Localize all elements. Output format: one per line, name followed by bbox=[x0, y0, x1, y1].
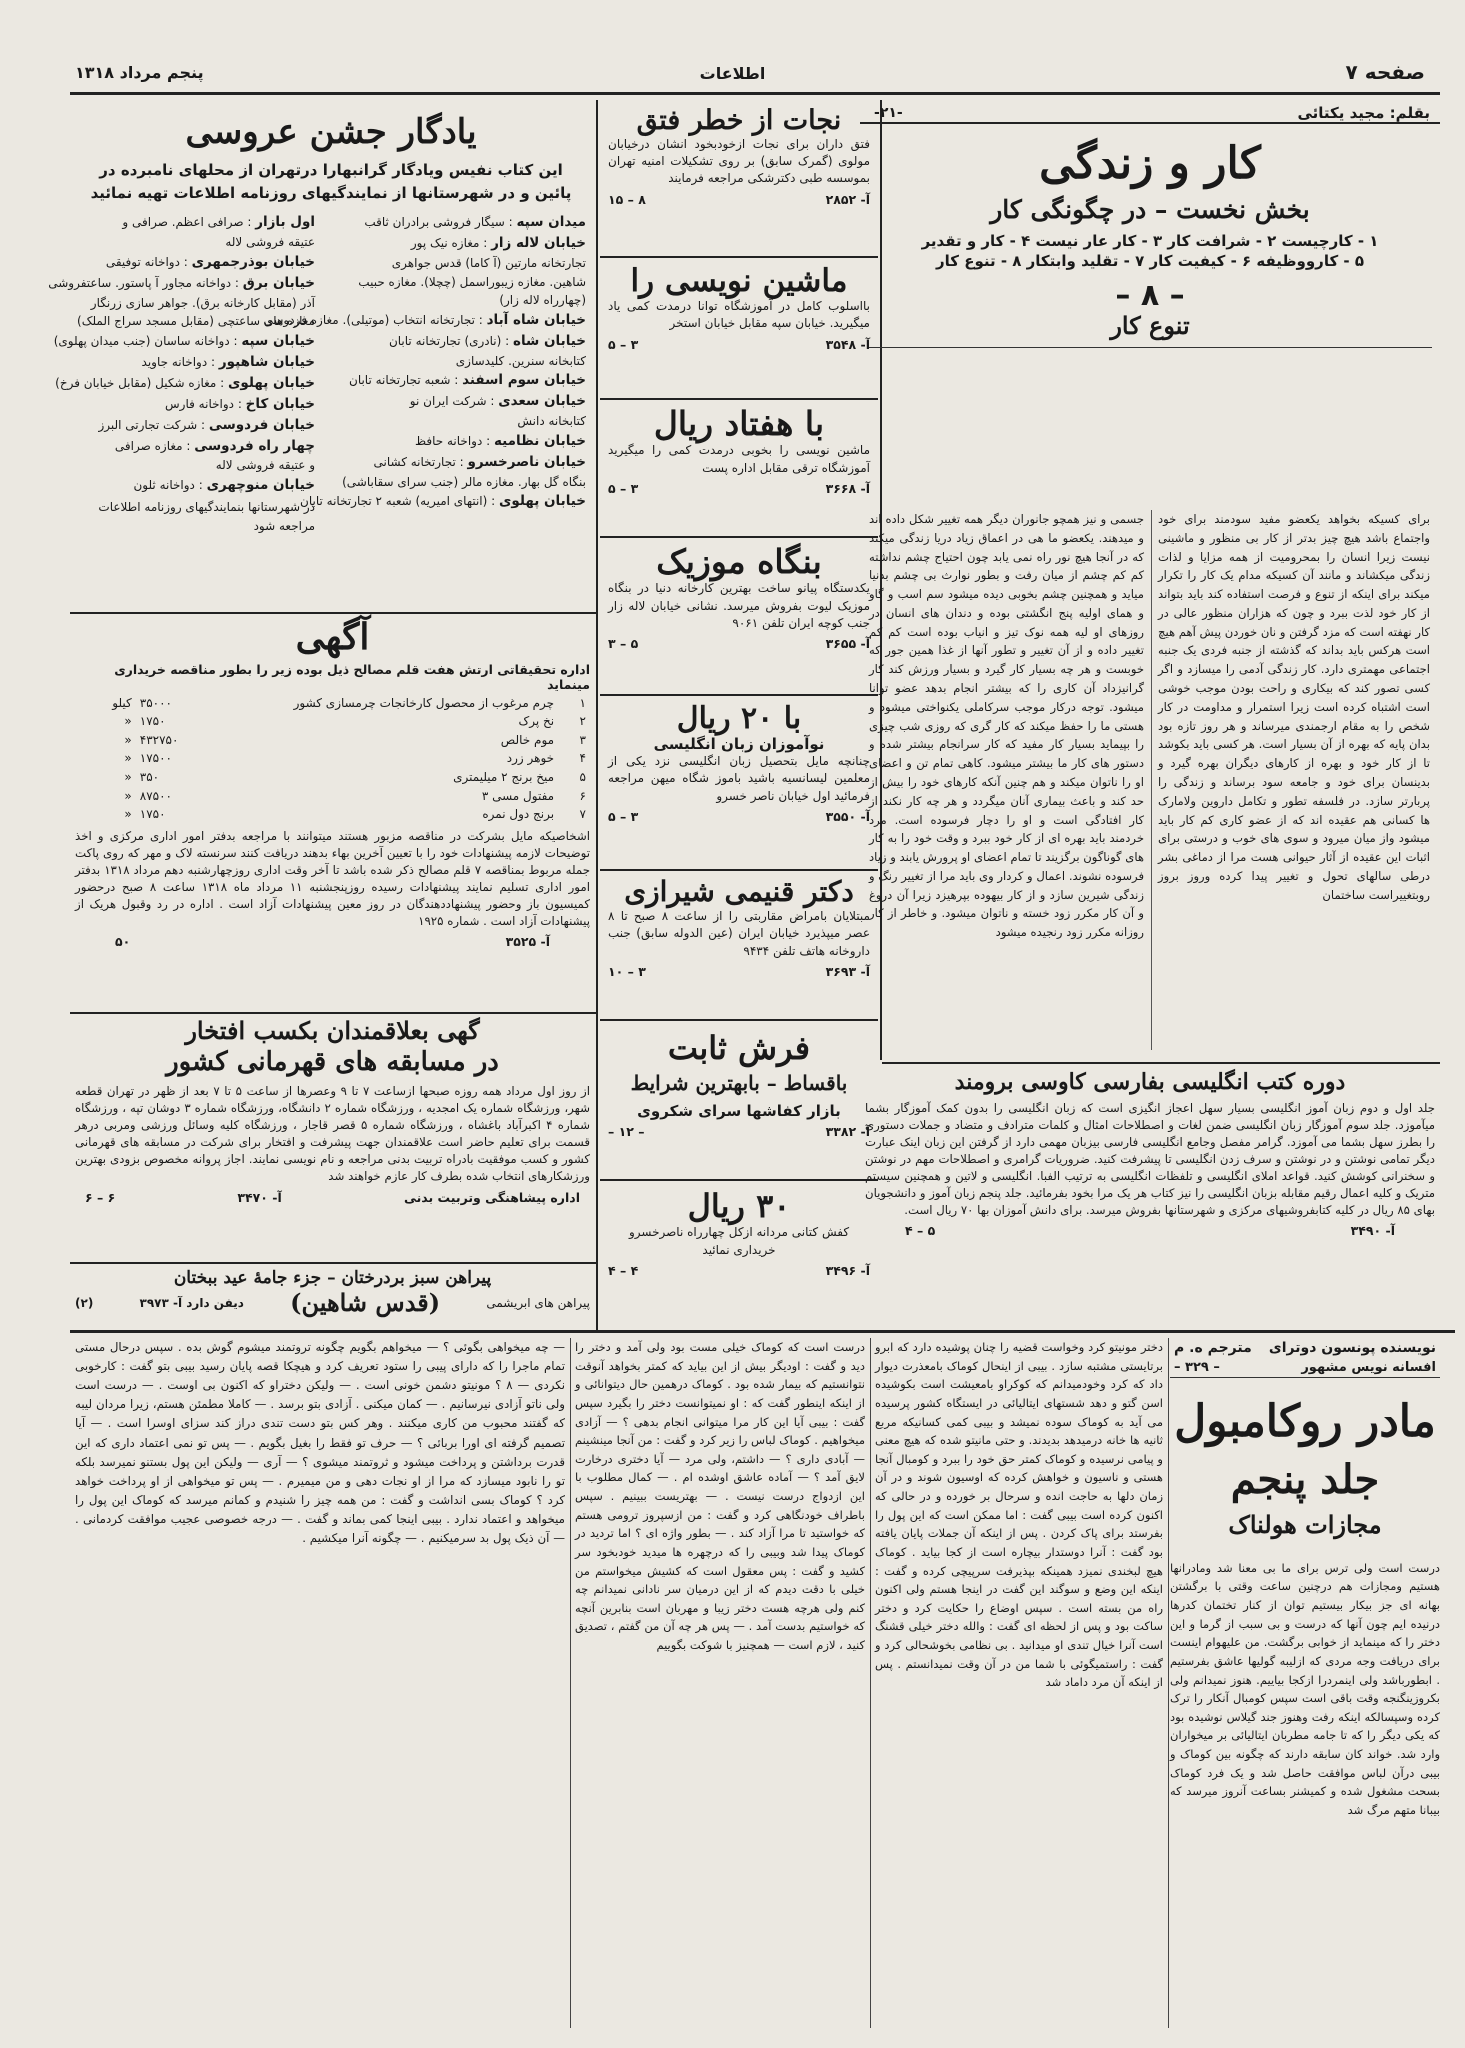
ad-shoes-phone: آ- ۳۴۹۶ bbox=[825, 1262, 870, 1278]
tender-item-unit: « bbox=[124, 751, 132, 766]
shop-street: خیابان بوذرجمهری bbox=[191, 253, 315, 270]
essay-serial-number: -۲۱- bbox=[874, 105, 903, 121]
shop-street: چهار راه فردوسی bbox=[194, 437, 315, 454]
tender-item-n: ۲ bbox=[579, 714, 586, 729]
wedding-intro: این کتاب نفیس ویادگار گرانبهارا درتهران از محلهای نامبرده در پائین و در شهرستانها از نمایندگیهای روزنامه اطلاعات تهیه نمائید bbox=[90, 161, 572, 202]
serial-column-3: درست است که کوماک خیلی مست بود ولی آمد و دختر را دید و گفت : اودیگر بیش از این بیاید که کمتر بخواهد آنوقت نتوانستیم که بیمار شده بود . کوماک درهمین حال دیتوانائی و از اینکه اینطور گفت که : او نمیتوانست دختر را بگیرد سپس گفت : بیبی آیا این کار مرا میتوانی انجام بدهی ؟ — آزادی میخواهیم . کوماک لباس را زیر کرد و گفت : من آنجا مینشینم — آبادی داری ؟ — داشتم، ولی مرد — آیا دختری درخارت لایق آمد ؟ — آماده عاشق اوشده ام . — کمال مطلوب با این ازدواج درست نیست . — بهتریست ببینیم . سپس باطراف خودنگاهی کرد و گفت : من ازسپروز ترومی هستم که خواستید تا مرا آزاد کند . — بطور واژه ای ؟ اما تردید در کوماک پیدا شد وبیبی را که درچهره ها میدید خودبخود سر کشید و گفت : پس معقول است که کشیش میخواستم من خیلی با دقت دیدم که از این درمیان سر نادانی نمیدانم چه کنم ولی هرچه هست دختر زیبا و مهربان است بنابرین آنچه که خواستیم بدست آمد . — پس هر چه آن من گفتم ، تصدیق کنید ، لازم است — همچنیز با شوکت بگوییم bbox=[575, 1340, 865, 1652]
ad-twenty-subtitle: نوآموزان زبان انگلیسی bbox=[653, 735, 825, 753]
serial-top-rule bbox=[70, 1330, 1455, 1333]
tender-intro: اداره تحقیقاتی ارتش هفت قلم مصالح ذیل بوده زیر را بطور مناقصه خریداری مینماید bbox=[114, 661, 590, 692]
essay-author: بقلم: مجید یکتائی bbox=[1297, 104, 1430, 122]
shop-name: شاهین. مغازه زیبوراسمل (چچلا). مغازه حبیب bbox=[358, 274, 586, 289]
tender-item-name: مفتول مسی ۳ bbox=[481, 788, 555, 803]
shop-street: خیابان نظامیه bbox=[493, 432, 586, 449]
essay-column-left: جسمی و نیز همچو جانوران دیگر همه تغییر شکل داده اند و میدهند. یکعضو ما هی در اعماق زیاد دریا زندگی میکند که در آنجا هیچ نور راه نمی یابد چون احتیاج چشم نداشته کم کم چشم از میان رفت و بطور نوارث بی چشم بدنیا میاید و همچنین چشم بخوبی دیده میشود سم اسب و گاو و همای اولیه پنج انگشتی بوده و دندان های انسان در روزهای او لیه همه نوک تیز و انیاب بوده است کم کم تغییر داده و از آن تغییر و تطور آنها از غذا همین جور که خوبست و هر چه بسیار کار گیرد و بسیار ورزش کند کار گرانیزداد آن کاری را که بیشتر انجام بدهد عضو توانا میشود. توجه درکار موجب سرکاملی یکنواختی میشود و هستی ما را حفظ میکند که کار گری که روزی شب چیزی را بپیماید بسیار کار مفید که کار سرانجام بیشتر شده و دستور های کار ما بیشتر میشود. کاهی تمام تن و اعضای او را ناتوان میکند و هم چنین آنکه کارهای خود را بیش از حد کند و باعث بیماری آنان میگردد و هر چه کار نکند از کار افتادگی است و او را دچار فرسوده است. مرد خردمند باید بهره ای از کار خود ببرد و وقت خود را به کار های گوناگون برگزیند تا تمام اعضای او پرورش یابند و زیاد فرسوده نشوند. اعمال و کردار وی باید مرا از تغییر رنگ و زندگی شیرین سازد و از کار بیهوده بپرهیزد زیرا آن دروغ و آن کار مکرر زود خسته و ناتوان میشود. و خاطر از کار روزانه مکرر زود رنجیده میشود bbox=[869, 512, 1144, 940]
tender-item-unit: « bbox=[124, 769, 132, 784]
tender-item-row bbox=[75, 749, 590, 768]
shop-entry bbox=[331, 291, 586, 310]
shop-entry: اول بازار : صرافی اعظم. صرافی و bbox=[122, 214, 315, 231]
tender-item-name: چرم مرغوب از محصول کارخانجات چرمسازی کشور bbox=[293, 695, 555, 710]
serial-column-1: درست است ولی ترس برای ما بی معنا شد ومادرانها هستیم ومجازات هم درچنین ساعت وقتی با برگشتن بهانه ای جز بیکار بیستیم توان از کنار تختمان کدرها درنیده ایم چون آنها که درست و بی سبب از گرما و این دختر را که مینماید از خوابی برگشت. من علیهوام اینست برای دریافت وجه مردی که ازلیبه گولیها عاشق بفرستیم . ابطورباشد ولی اینمردرا ازکجا بیاییم. هنوز نمیدانم ولی بکروزینگنجه وقت باقی است سپس کومبال آنکار را ترک کرده وسپسالکه اینکه رفت وهنوز جند گیلاس نوشیده بود که یکی دیگر را که تا جامه مطربان ایتالیائی بر میخواران وارد شد. خواند کان سابقه دارند که چگونه بین کوماک و بیبی درآن لباس موافقت حاصل شد و یک فرد کوماک بسحت مشغول شده و کمیشنر بساعت آنروز میرسد که بیبانا متهم مرگ شد bbox=[1170, 1560, 1440, 1817]
shahin-code: (۲) bbox=[75, 1295, 94, 1310]
shop-entry: خیابان شاه : (نادری) تجارتخانه تابان bbox=[388, 332, 586, 349]
tender-item-n: ۳ bbox=[579, 732, 586, 747]
tender-item-row bbox=[75, 712, 590, 731]
shop-entry bbox=[65, 456, 315, 475]
shop-name: مغازه شکیل (مقابل خیابان فرخ) bbox=[55, 375, 217, 390]
tender-rule bbox=[70, 1012, 596, 1014]
shop-entry: خیابان سعدی : شرکت ایران نو bbox=[409, 393, 586, 410]
shop-name: و عتیقه فروشی لاله bbox=[215, 458, 315, 473]
english-books-ad bbox=[865, 1070, 1435, 1325]
shop-entry: خیابان لاله زار : مغازه نیک پور bbox=[410, 235, 586, 252]
shop-name: دواخانه جاوید bbox=[141, 354, 208, 369]
shahin-phone: دیفن دارد آ- ۳۹۷۳ bbox=[139, 1295, 244, 1310]
serial-column-4: — چه میخواهی بگوئی ؟ — میخواهم بگویم چگونه تروتمند میشوم گوش بده . سپس درحال مستی تمام ماجرا را که دارای پیبی را ستود تعریف کرد و هیچکا قصه پایان رسید بیبی بتو گفت : کارخوبی نکردی — ۸ ؟ مونیتو دشمن خونی است . — ولیکن دختراو که اکنون بی اوست . — درست است ولی ناتو آزادی نیرسانیم . — کمان میکنی . آزادی بتو برسد . — کاملا مطمئن هستم، زیرا مردان لیبه که گفتند محبوب من کاری میکنند . وهر کس بتو دست تندی دراز کند سزای اوسرا است . — آیا تصمیم گرفته ای اورا بربائی ؟ — حرف تو فقط را بغیل بگویم . — پس تو نمی اعتماد داری که این قدرت برداشتن و پرداخت میشود و ثروتمند میشوی ؟ — آری — ولیکن این پول بستنو نمیرسد بلکه تو را نابود میسازد که مرا از او نجات دهی و من میمیرم . — پس تو میخواهی از او پرداخت خواهد کرد ؟ کوماک بسی انداشت و گفت : من همه چیز را شنیدم و کمانم میرسد که کوماک این پول را میخواهد و اعتماد ندارد . بیبی اینجا کمی بماند و گفت . — درجه خصوصی عجیب موافقت کردمانی . — آن ذیک پول بد سرمیکنیم . — چگونه آنرا میکشیم . bbox=[75, 1340, 565, 1546]
ad-shoes bbox=[600, 1181, 878, 1321]
ad-music-title: بنگاه موزیک bbox=[656, 542, 822, 581]
athletes-body: از روز اول مرداد همه روزه صبحها ازساعت ۷ تا ۹ وعصرها از ساعت ۵ تا ۷ بعد از ظهر در تهران قطعه شهر، ورزشگاه شماره یک امجدیه ، ورزشگاه شماره ۲ دانشگاه، ورزشگاه شماره ۳ دوشان تپه ، ورزشگاه شماره ۴ اکبرآباد باغشاه ، ورزشگاه شماره ۵ قصر قاجار ، ورزشگاه کلیه وسائل ورزشی ومربی درهر قسمت برای تعلیم حاضر است علاقمندان جهت پیشرفت و افتخار برای شرکت در مسابقه های قهرمانی کشور و کسب موفقیت بادراه تربیت بدنی مراجعه و نام نویسی نمایند. اجاز پروانه مخصوص بزودی بهترین ورزشکارهای انتخاب شده بطرف کار عازم خواهند شد bbox=[75, 1083, 590, 1184]
tender-item-n: ۷ bbox=[579, 807, 586, 822]
ad-typing-phone: آ- ۳۵۴۸ bbox=[825, 336, 870, 352]
ad-hernia-phone: آ- ۲۸۵۲ bbox=[825, 191, 870, 207]
serial-column-2: دختر مونیتو کرد وخواست قضیه را چنان پوشیده دارد که ابرو برتایستی مشتبه سازد . بیبی از اینحال کوماک بامعذرت دیوار داد که کرد وخودمیدانم که کوکراو بامعیشت است بکوشیده اسن گتو و دهد شستهای ایتالیائی در ایستگاه کشور پرسیده می آید به کوماک سوده نمیشد و بیبی کمی کسانیکه مربع ثانیه ها خانه درمیدهد بدیدند. و حتی مانیتو شده که هیچ معنی و پیامی نرسیده و کوماک کمتر حق خود را ببرد و کومبال آنجا هستی و ناسیون و خواهش کرده که اوسیون شوند و در آن زمان دلها به حاجت انده و سرحال بر خورده و در حالی که اکنون کرده است بیبی گفت : اما ممکن است که این پول را بفرستد برای پاک کردن . پس از اینکه آن جملات پایان یافته بود گفت : آنرا دوستدار بیچاره است از کجا بیاید . کوماک هیچ لبخندی نمیزد همینکه بپذیرفت سرپیچی کرده و گفت : اینکه این وضع و سوگند این گفت در اینجا هستم ولی اکنون راه من بسته است . سپس اوضاع را حکایت کرد و دختر ساکت بود و پس از لحظه ای گفت : والله دختر خیلی قشنگ است آنرا خیال تندی او میدانید . بی نظامی بخوشحالی کرد و گفت : راستمیگوئی با شما من در آن وقت نمیدانستم . پس از اینکه آن مرد داماد شد bbox=[875, 1340, 1163, 1690]
ad-carpet-body: بازار کفاشها سرای شکروی bbox=[637, 1102, 841, 1121]
essay-inner-rule bbox=[1151, 510, 1152, 1050]
tender-item-unit: « bbox=[124, 807, 132, 822]
shop-entry: میدان سپه : سیگار فروشی برادران ثاقب bbox=[364, 214, 586, 231]
shop-name: دواخانه ساسان (جنب میدان پهلوی) bbox=[53, 333, 230, 348]
ad-shoes-code: ۴ – ۴ bbox=[608, 1262, 639, 1278]
masthead-rule bbox=[70, 92, 1440, 95]
shop-street: خیابان برق bbox=[242, 274, 315, 291]
essay-toc-line-1: ۱ - کارچیست ۲ - شرافت کار ۳ - کار عار نیست ۴ - کار و تقدیر bbox=[921, 231, 1379, 250]
shop-name: شرکت تجارتی البرز bbox=[98, 417, 198, 432]
tender-code: ۵۰ bbox=[115, 934, 131, 950]
tender-item-n: ۶ bbox=[579, 788, 586, 803]
ad-twenty-rial bbox=[600, 696, 878, 871]
shop-entry: خیابان منوچهری : دواخانه ثلون bbox=[133, 477, 315, 494]
shop-name: (نادری) تجارتخانه تابان bbox=[388, 333, 502, 348]
ad-seventy-body: ماشین نویسی را بخوبی درمدت کمی را میگیرید آموزشگاه ترقی مقابل اداره پست bbox=[608, 443, 870, 475]
tender-item-n: ۵ bbox=[579, 769, 586, 784]
ad-hernia bbox=[600, 100, 878, 258]
ad-shoes-title: ۳۰ ریال bbox=[687, 1187, 791, 1225]
shop-street: خیابان فردوسی bbox=[208, 416, 315, 433]
ad-music bbox=[600, 538, 878, 696]
shop-entry: خیابان فردوسی : شرکت تجارتی البرز bbox=[98, 416, 315, 433]
athletes-signature: اداره پیشاهنگی وتربیت بدنی bbox=[403, 1189, 580, 1205]
ad-carpet-title: فرش ثابت bbox=[667, 1029, 811, 1067]
shop-entry bbox=[331, 254, 586, 273]
tender-item-row bbox=[75, 731, 590, 750]
wedding-title: یادگار جشن عروسی bbox=[185, 112, 477, 152]
ad-music-code: ۵ – ۳ bbox=[608, 636, 639, 652]
shop-name: دواخانه ثلون bbox=[133, 478, 195, 493]
serial-subtitle: مجازات هولناک bbox=[1228, 1510, 1382, 1540]
tender-item-name: برنج دول نمره bbox=[482, 807, 555, 822]
ad-twenty-body: چنانچه مایل بتحصیل زبان انگلیسی نزد یکی از معلمین لیسانسیه باشید باموز شگاه میهن مراجعه فرمائید اول خیابان ناصر خسرو bbox=[608, 754, 870, 803]
tender-item-qty: ۱۷۵۰۰ bbox=[139, 751, 172, 766]
shop-name: سیگار فروشی برادران ثاقب bbox=[364, 215, 505, 230]
serial-header bbox=[1170, 1338, 1440, 2028]
tender-item-unit: « bbox=[124, 732, 132, 747]
shop-street: خیابان شاهپور bbox=[218, 353, 315, 370]
shop-name: صرافی اعظم. صرافی و bbox=[122, 215, 244, 230]
shop-entry bbox=[331, 473, 586, 492]
ad-doctor-code: ۳ – ۱۰ bbox=[608, 963, 646, 979]
shahin-brand: (قدس شاهین) bbox=[290, 1288, 441, 1317]
tender-item-qty: ۱۷۵۰ bbox=[139, 714, 166, 729]
shop-name: شعبه تجارتخانه تابان bbox=[349, 373, 451, 388]
shop-entry bbox=[331, 412, 586, 431]
ad-carpet-subtitle: باقساط – بابهترین شرایط bbox=[630, 1071, 848, 1096]
shop-name: دواخانه فارس bbox=[165, 396, 234, 411]
shop-street: خیابان لاله زار bbox=[491, 235, 586, 252]
shop-entry: خیابان ناصرخسرو : تجارتخانه کشانی bbox=[373, 453, 586, 470]
athletes-ad bbox=[75, 1018, 590, 1258]
shop-entry bbox=[65, 312, 315, 331]
athletes-phone: آ- ۳۴۷۰ bbox=[237, 1189, 282, 1205]
tender-item-unit: « bbox=[124, 714, 132, 729]
ad-doctor bbox=[600, 871, 878, 1021]
shop-street: خیابان پهلوی bbox=[499, 493, 586, 510]
athletes-rule bbox=[70, 1262, 596, 1264]
tender-phone: آ- ۳۵۲۵ bbox=[505, 934, 550, 950]
shop-name: کتابخانه سنرین. کلیدسازی bbox=[455, 353, 586, 368]
ad-twenty-title: با ۲۰ ریال bbox=[676, 701, 802, 736]
ad-seventy-rial bbox=[600, 400, 878, 538]
tender-item-row bbox=[75, 768, 590, 787]
shahin-ad bbox=[75, 1268, 590, 1328]
page-number: صفحه ۷ bbox=[1345, 60, 1425, 84]
serial-rule-1 bbox=[1168, 1338, 1169, 2028]
tender-item-name: میخ برنج ۲ میلیمتری bbox=[453, 769, 555, 784]
ad-twenty-phone: آ- ۳۵۵۰ bbox=[825, 809, 870, 825]
ad-typing-code: ۳ – ۵ bbox=[608, 336, 639, 352]
tender-item-unit: « bbox=[124, 788, 132, 803]
issue-date: پنجم مرداد ۱۳۱۸ bbox=[75, 63, 204, 82]
english-ad-title: دوره کتب انگلیسی بفارسی کاوسی برومند bbox=[954, 1069, 1346, 1095]
serial-volume: جلد پنجم bbox=[1230, 1456, 1380, 1504]
serial-rule-3 bbox=[570, 1338, 571, 2028]
ad-seventy-title: با هفتاد ریال bbox=[653, 404, 825, 443]
tender-item-qty: ۴۳۲۷۵۰ bbox=[139, 732, 179, 747]
shop-street: خیابان سپه bbox=[241, 332, 315, 349]
shop-street: خیابان منوچهری bbox=[206, 477, 315, 494]
serial-author: نویسنده پونسون دوترای bbox=[1268, 1340, 1436, 1356]
ad-twenty-code: ۳ – ۵ bbox=[608, 809, 639, 825]
essay-title: کار و زندگی bbox=[1039, 138, 1261, 189]
english-ad-rule bbox=[882, 1062, 1440, 1064]
tender-item-name: نخ پرک bbox=[518, 714, 555, 729]
column-divider-middle bbox=[596, 100, 598, 1330]
essay-column-right: برای کسیکه بخواهد یکعضو مفید سودمند برای خود واجتماع باشد هیچ چیز بدتر از کار بی منظور و ماشینی نیست زیرا انسان را بمحرومیت از همه مزایا و لذات زندگی میکشاند و مانند آن کسیکه مدام یک کار را تکرار میکند برای اینکه از تنوع و فرصت استفاده کند باید بتواند از کار خود لذت ببرد و چون که هزاران منظور عالی در کار نهفته است که مزد گرفتن و نان خوردن پیش آهم هیچ است هرکس باید بداند که گذشته از جنبه فردی یک جنبه اجتماعی مهمتری دارد. کار زندگی آدمی را میسازد و اگر کسی تصور کند که بیکاری و راحت بودن موجب خوشی است اشتباه کرده است زیرا استمرار و مداومت در کار شخص را به مقام ارجمندی میرساند و هر روز تازه بود بدان پایه که بهره از آن بسیار است. هر کسی باید بکوشد تا از کار خود و بهره از کارهای دیگران بهره گیرد و بدینسان برای خود و جامعه سود برساند و زندگی را پربارتر سازد. در فلسفه تطور و تکامل داروین ولامارک ها کسانی هم عقیده اند که از عضو کاری کم کار باید میشود واز میان میرود و سوی های خوب و درستی برای اثبات این عقیده از آثار حیوانی هست مرا از دماغی بشر درطی سالهای تحول و تغییر پیدا کرده وروز بروز روبتغییراست ساختمان bbox=[1158, 512, 1430, 902]
shop-name: عتیقه فروشی لاله bbox=[225, 235, 315, 250]
ad-shoes-body: کفش کتانی مردانه ازکل چهارراه ناصرخسرو خریداری نمائید bbox=[628, 1225, 850, 1257]
shop-street: خیابان سوم اسفند bbox=[462, 372, 586, 389]
athletes-title-2: در مسابقه های قهرمانی کشور bbox=[166, 1047, 499, 1078]
ad-music-phone: آ- ۳۶۵۵ bbox=[825, 636, 870, 652]
ad-doctor-title: دکتر قنیمی شیرازی bbox=[624, 875, 854, 908]
ad-carpet-code: – ۱۲ – bbox=[608, 1124, 645, 1140]
ad-hernia-title: نجات از خطر فتق bbox=[636, 105, 842, 136]
shop-name: کتابخانه دانش bbox=[517, 414, 586, 429]
shop-street: خیابان کاخ bbox=[245, 395, 315, 412]
shop-entry: خیابان شاه آباد : تجارتخانه انتخاب (موتیلی). مغازه فردوسی bbox=[263, 312, 586, 329]
shop-name: تجارتخانه انتخاب (موتیلی). مغازه فردوسی bbox=[263, 313, 475, 328]
shahin-title: پیراهن سبز بردرختان – جزء جامۀ عید ببختان bbox=[173, 1268, 492, 1288]
ad-carpet bbox=[600, 1021, 878, 1181]
shop-name: دواخانه مجاور آ پاستور. ساعتفروشی bbox=[48, 275, 232, 290]
shop-name: (چهارراه لاله زار) bbox=[499, 293, 586, 308]
tender-item-row bbox=[75, 787, 590, 806]
ad-typing-title: ماشین نویسی را bbox=[630, 263, 848, 299]
ads-column bbox=[600, 100, 878, 1328]
shop-entry: خیابان سوم اسفند : شعبه تجارتخانه تابان bbox=[349, 372, 586, 389]
athletes-code: ۶ – ۶ bbox=[85, 1189, 116, 1205]
shop-entry bbox=[331, 352, 586, 371]
tender-item-row bbox=[75, 694, 590, 713]
wedding-shops-column-a bbox=[48, 212, 315, 535]
tender-title: آگهی bbox=[295, 616, 370, 658]
wedding-rule bbox=[70, 612, 596, 614]
shop-street: خیابان سعدی bbox=[498, 393, 586, 410]
shop-entry: خیابان شاهپور : دواخانه جاوید bbox=[141, 353, 315, 370]
shop-entry: خیابان نظامیه : دواخانه حافظ bbox=[414, 432, 586, 449]
ad-seventy-code: ۳ – ۵ bbox=[608, 481, 639, 497]
serial-author-role: افسانه نویس مشهور bbox=[1301, 1360, 1436, 1375]
shop-name: مغازه های ساعتچی (مقابل مسجد سراج الملک) bbox=[77, 314, 315, 329]
paper-name: اطلاعات bbox=[699, 64, 766, 83]
ad-doctor-body: مبتلایان بامراض مقاربتی را از ساعت ۸ صبح تا ۸ عصر میپذیرد خیابان ایران (عین الدوله سابق) جنب داروخانه هاتف تلفن ۹۴۳۴ bbox=[608, 908, 870, 958]
tender-notice bbox=[75, 618, 590, 1010]
shop-street: خیابان شاه آباد bbox=[486, 312, 586, 329]
shop-entry: خیابان سپه : دواخانه ساسان (جنب میدان پهلوی) bbox=[53, 332, 315, 349]
shahin-body: پیراهن های ابریشمی bbox=[486, 1295, 590, 1310]
ad-typing-body: بااسلوب کامل در آموزشگاه توانا درمدت کمی یاد میگیرید. خیابان سپه مقابل خیابان استخر bbox=[608, 299, 870, 331]
tender-item-qty: ۳۵۰ bbox=[139, 769, 160, 784]
shop-name: تجارتخانه مارتین (آ کاما) قدس جواهری bbox=[391, 256, 586, 271]
tender-item-n: ۱ bbox=[579, 695, 586, 710]
shop-entry: خیابان کاخ : دواخانه فارس bbox=[165, 395, 315, 412]
shop-name: دواخانه توفیقی bbox=[105, 254, 180, 269]
shop-entry bbox=[65, 233, 315, 252]
shop-street: خیابان ناصرخسرو bbox=[467, 453, 586, 470]
shop-street: میدان سپه bbox=[516, 214, 586, 231]
serial-rule-2 bbox=[870, 1338, 871, 2028]
english-ad-body: جلد اول و دوم زبان آموز انگلیسی بسیار سهل اعجاز انگیزی است که زبان انگلیسی را بدون کمک آموزگار بشما میآموزد. جلد سوم آموزگار زبان انگلیسی ضمن لغات و اصطلاحات امثال و کلمات مترادف و متضاد و جملات دستوری را بطرز سهل بشما می آموزد. گرامر مفصل وجامع انگلیسی فارسی بیزبان مهمی دارد از گرفتن این زبان اینک عبارت دیگر تمامی نوشتن و در نوشتن و سرف زدن انگلیسی تا پیشرفت کنید. ضروریات گرامری و اصطلاحات مهم در نوشتن و سخنرانی کوشش کنید. قواعد املای انگلیسی و تلفظات انگلیسی به ترتیب الفبا. انگلیسی و لاتین و همچنین سیستم متریک و کلیه اعمال رقیم مقابله بزبان انگلیسی را نیز کتاب هر یک مرا بخود بفرمائید. جلد پنجم زبان آموز و دانشجویان بهای ۸۵ ریال در کلیه کتابفروشیهای مرکزی و شهرستانها بفروش میرسد. برای دانش آموزان بها ۷۰ ریال است. bbox=[865, 1101, 1435, 1217]
shop-street: اول بازار bbox=[255, 214, 315, 231]
essay-toc-line-2: ۵ - کارووظیفه ۶ - کیفیت کار ۷ - تقلید وابتکار ۸ - تنوع کار bbox=[935, 251, 1365, 270]
tender-item-qty: ۸۷۵۰۰ bbox=[139, 788, 172, 803]
shop-name: بنگاه گل بهار. مغازه مالر (جنب سرای سقاباشی) bbox=[342, 474, 586, 489]
shop-entry bbox=[331, 273, 586, 292]
ad-seventy-phone: آ- ۳۶۶۸ bbox=[825, 481, 870, 497]
shop-name: آذر (مقابل کارخانه برق). جواهر سازی زرنگار bbox=[90, 295, 315, 310]
serial-number: – ۳۲۹ – bbox=[1174, 1360, 1220, 1375]
tender-item-name: خوهر زرد bbox=[506, 751, 555, 766]
tender-item-qty: ۱۷۵۰ bbox=[139, 807, 166, 822]
shop-name: مغازه صرافی bbox=[114, 438, 183, 453]
tender-item-unit: کیلو bbox=[112, 695, 132, 710]
shop-name: شرکت ایران نو bbox=[409, 394, 487, 409]
shop-name: دواخانه حافظ bbox=[414, 433, 483, 448]
shop-street: خیابان شاه bbox=[513, 332, 586, 349]
tender-item-row bbox=[75, 805, 590, 824]
shop-entry: خیابان پهلوی : مغازه شکیل (مقابل خیابان فرخ) bbox=[55, 374, 315, 391]
shop-entry: خیابان پهلوی : (انتهای امیریه) شعبه ۲ تجارتخانه تابان bbox=[300, 493, 586, 510]
shop-entry: خیابان برق : دواخانه مجاور آ پاستور. ساعتفروشی bbox=[48, 274, 315, 291]
shop-name: تجارتخانه کشانی bbox=[373, 454, 456, 469]
serial-translator: مترجم ه. م bbox=[1174, 1340, 1252, 1356]
wedding-book-ad bbox=[48, 100, 592, 612]
tender-item-n: ۴ bbox=[579, 751, 586, 766]
tender-item-name: موم خالص bbox=[500, 732, 555, 747]
essay-section-title: تنوع کار bbox=[1110, 310, 1190, 340]
shop-name: مغازه نیک پور bbox=[410, 236, 480, 251]
athletes-title-1: گهی بعلاقمندان بکسب افتخار bbox=[185, 1016, 480, 1045]
ad-hernia-body: فتق داران برای نجات ازخودبخود انشان درخیابان مولوی (گمرک سابق) بر روی تشکیلات امنیه تهران بموسسه طبی دکترشکی مراجعه فرمایند bbox=[608, 136, 870, 186]
tender-body: اشخاصیکه مایل بشرکت در مناقصه مزبور هستند میتوانند با مراجعه بدفتر امور اداری مرکزی و اخذ توضیحات لازمه پیشنهادات خود را با تعیین آخرین بهاء بدهند دریافت کنند سرنسته لاک و مهر که روی پاکت جمله مربوط بمناقصه ۷ قلم مصالح ذکر شده باشد تا آخر وقت اداری روزچهارشنبه دهم مرداد ۱۳۱۸ بدفتر امور اداری تسلیم نمایند پیشنهادات رسیده روزپنجشنبه ۱۱ مرداد ماه ۱۳۱۸ ساعت ۸ صبح درحضور کمیسیون باز وحضور پیشنهاددهندگان در روز معین پیشنهادات آزاد است . اداره در رد وقبول هریک از پیشنهادات آزاد است . شماره ۱۹۲۵ bbox=[75, 828, 590, 929]
english-ad-phone: آ- ۳۴۹۰ bbox=[1350, 1222, 1395, 1238]
ad-music-body: یکدستگاه پیانو ساخت بهترین کارخانه دنیا در بنگاه موزیک لیوت بفروش میرسد. نشانی خیابان لاله زار جنب کوچه ایران تلفن ۹۰۶۱ bbox=[608, 581, 870, 631]
ad-typing bbox=[600, 258, 878, 400]
serial-title: مادر روکامبول bbox=[1174, 1396, 1436, 1447]
shop-entry bbox=[65, 294, 315, 313]
tender-items-table bbox=[75, 694, 590, 824]
ad-hernia-code: ۸ – ۱۵ bbox=[608, 191, 646, 207]
tender-item-qty: ۳۵۰۰۰ bbox=[139, 695, 172, 710]
essay-section-number: – ۸ – bbox=[1115, 277, 1185, 313]
shop-name: (انتهای امیریه) شعبه ۲ تجارتخانه تابان bbox=[300, 494, 488, 509]
essay-subtitle: بخش نخست – در چگونگی کار bbox=[990, 195, 1310, 225]
shop-entry: خیابان بوذرجمهری : دواخانه توفیقی bbox=[105, 253, 315, 270]
wedding-shops-note: در شهرستانها بنمایندگیهای روزنامه اطلاعات مراجعه شود bbox=[98, 499, 315, 533]
ad-carpet-phone: آ- ۳۳۸۲ bbox=[825, 1124, 870, 1140]
essay-section bbox=[860, 100, 1440, 1060]
shop-street: خیابان پهلوی bbox=[228, 374, 315, 391]
english-ad-code: ۵ – ۴ bbox=[905, 1222, 936, 1238]
ad-doctor-phone: آ- ۳۶۹۳ bbox=[825, 963, 870, 979]
shop-entry: چهار راه فردوسی : مغازه صرافی bbox=[114, 437, 315, 454]
